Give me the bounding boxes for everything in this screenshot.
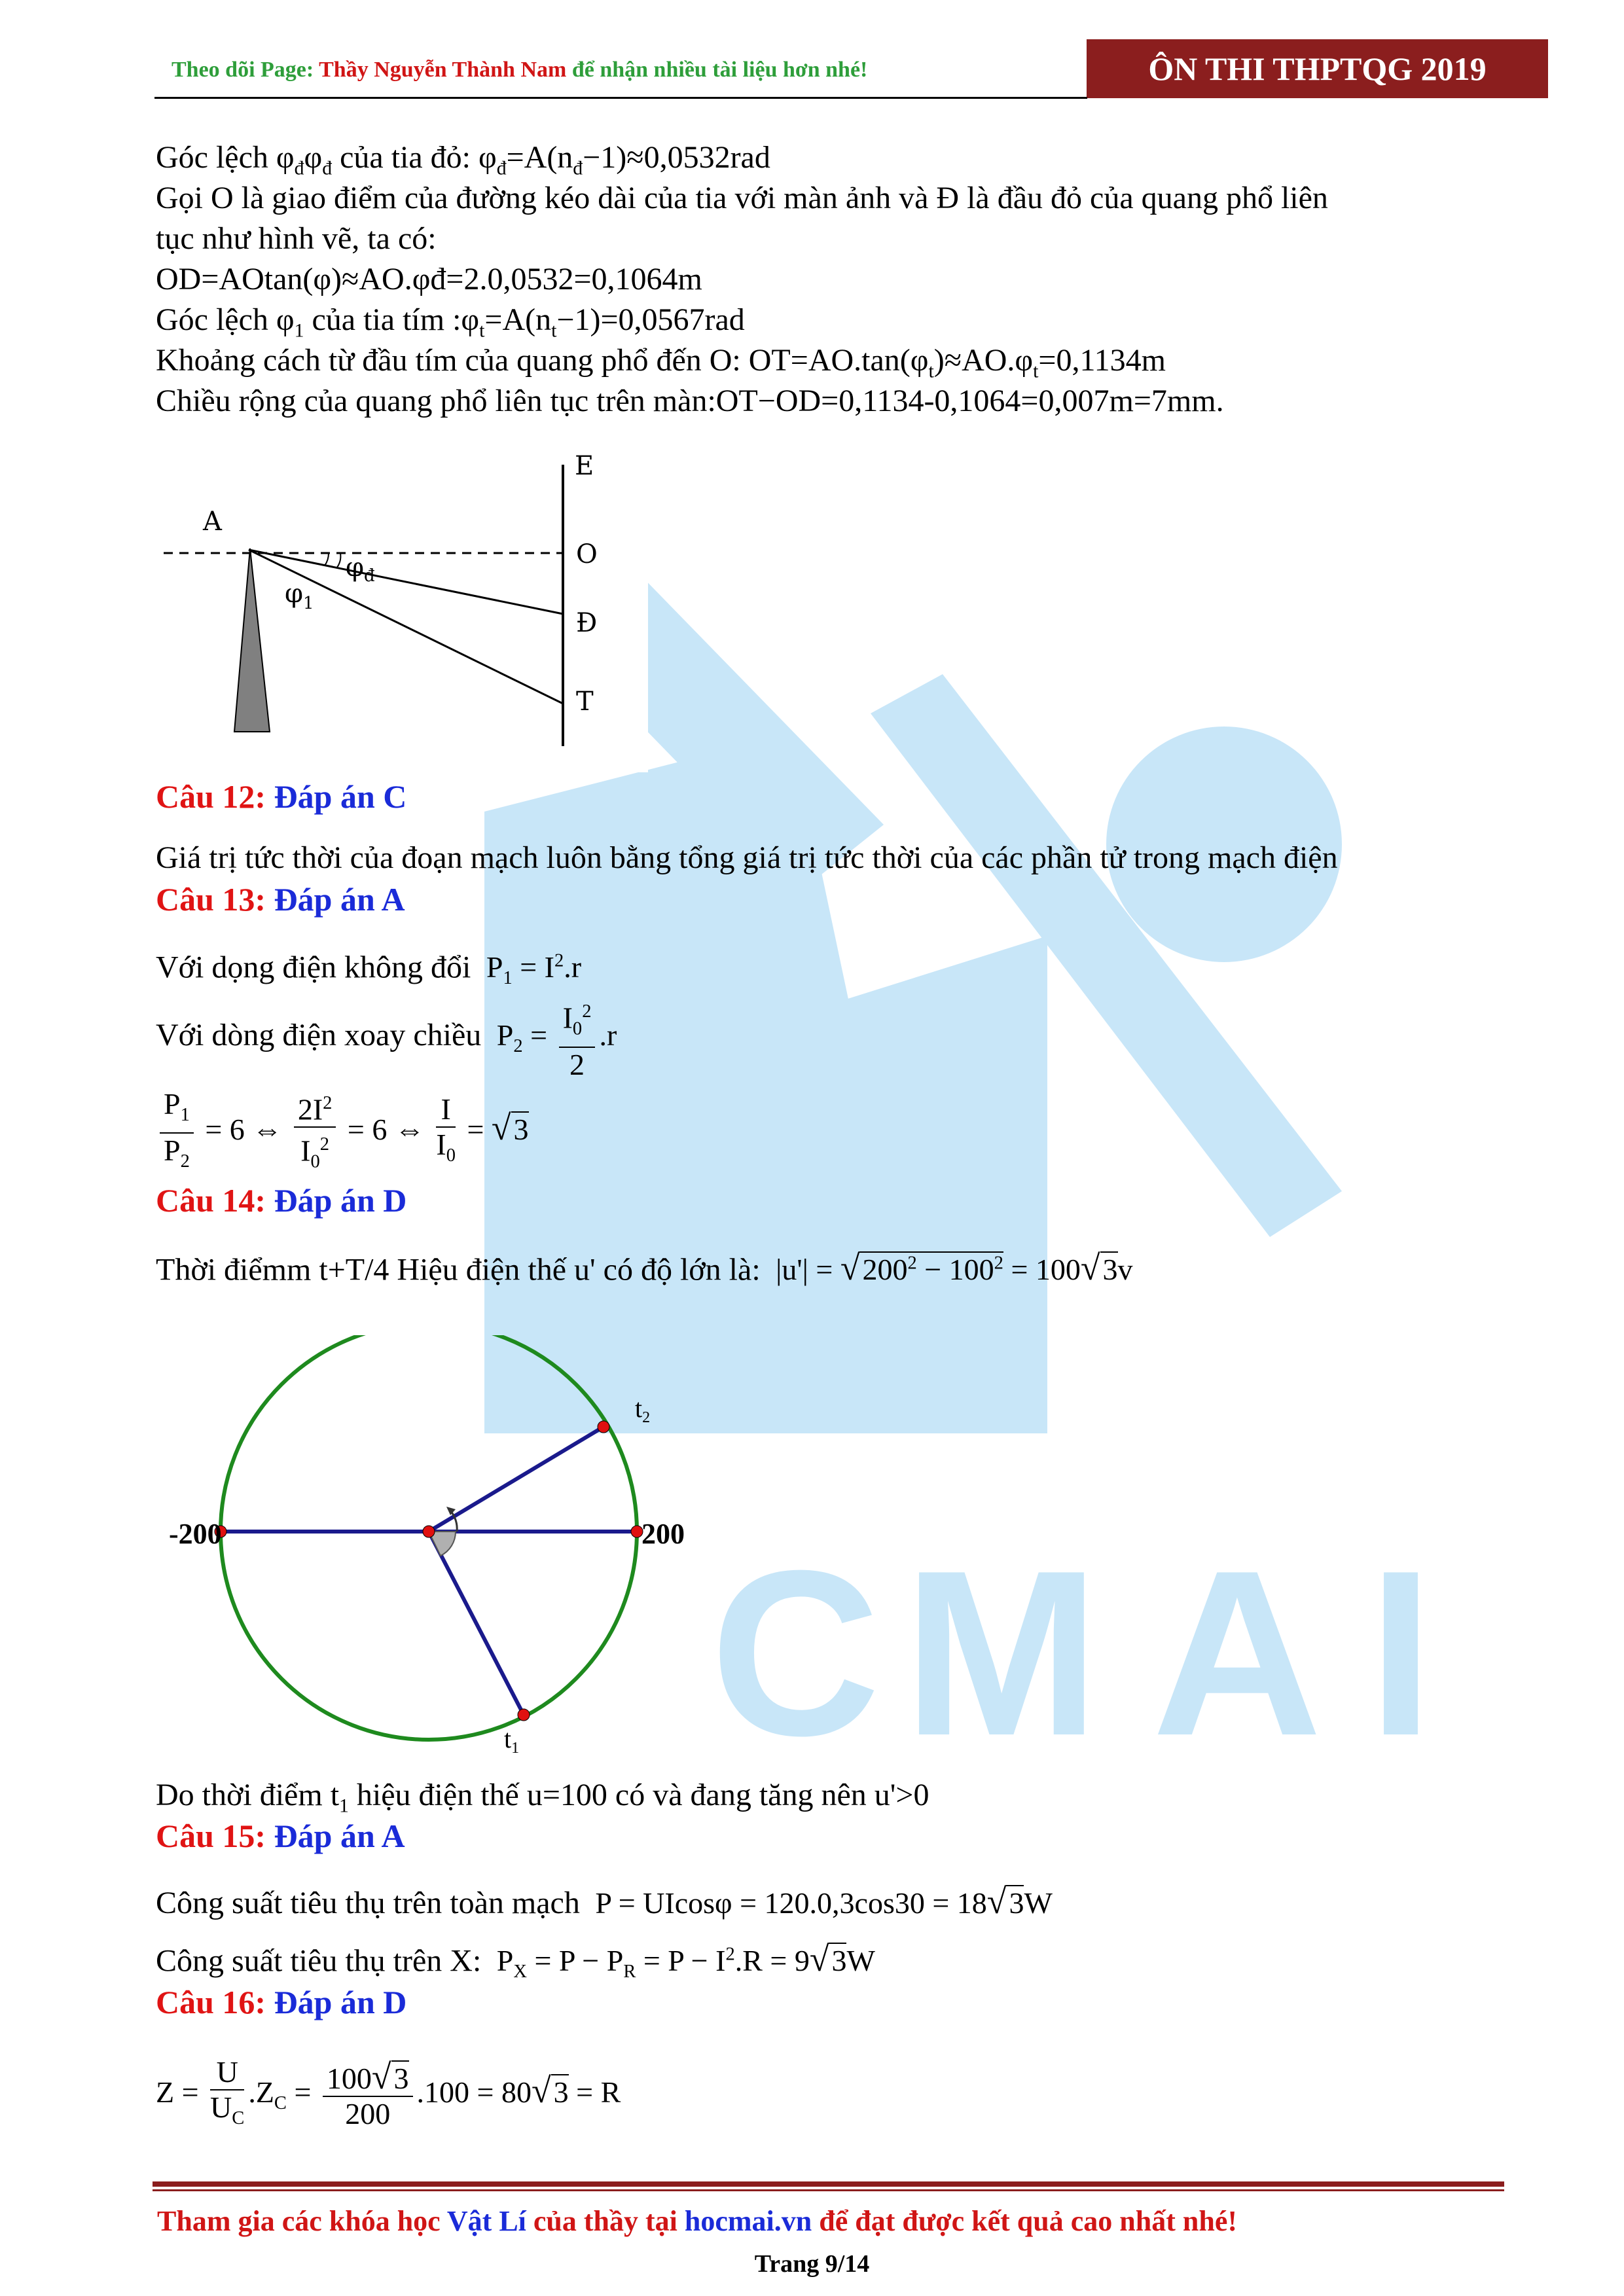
watermark-letter-m: M (903, 1522, 1100, 1785)
q12-text: Giá trị tức thời của đoạn mạch luôn bằng tổng giá trị tức thời của các phần tử trong mạch điện (156, 840, 1338, 875)
sol-line-6: Khoảng cách từ đầu tím của quang phổ đến O: $OT=AO.\tan(\varphi_t)\approx AO.\varphi_t=0,1134m$ (156, 343, 1166, 382)
watermark-letter-i: I (1368, 1522, 1434, 1785)
q16-heading: Câu 16: Đáp án D (156, 1984, 407, 2020)
sol-line-7: Chiều rộng của quang phổ liên tục trên màn:OT−OD=0,1134-0,1064=0,007m=7mm. (156, 384, 1224, 418)
q13-line-3: $\frac{P_1}{P_2}$ = 6 ⇔ $\frac{2I^2}{I_0^2}$ = 6 ⇔ $\frac{I}{I_0}$ = √3 (156, 1086, 529, 1179)
point-t1 (518, 1709, 530, 1721)
sol-line-4: OD=AOtan(φ)≈AO.φđ=2.0,0532=0,1064m (156, 262, 702, 296)
header-badge: ÔN THI THPTQG 2019 (1087, 39, 1548, 98)
page-number: Trang 9/14 (754, 2250, 870, 2278)
center-point (423, 1526, 435, 1537)
label-t2: $t_2$ (635, 1393, 651, 1426)
prism-diagram (151, 445, 648, 772)
watermark-letter-a: A (1152, 1522, 1322, 1785)
label-O: O (576, 539, 598, 569)
footer-rule-thick (153, 2181, 1504, 2187)
label-phi-d: $\varphi_đ$ (346, 552, 375, 586)
q13-line-2: Với dòng điện xoay chiều $P_2$ = $\frac{I_0^2}{2}$ .r (156, 995, 617, 1082)
label-A: A (203, 507, 222, 537)
label-t1: $t_1$ (504, 1724, 520, 1757)
q13-heading: Câu 13: Đáp án A (156, 881, 405, 918)
teacher-name[interactable]: Thầy Nguyễn Thành Nam (319, 58, 567, 82)
footer-promo: Tham gia các khóa học Vật Lí của thầy tại hocmai.vn để đạt được kết quả cao nhất nhé! (157, 2205, 1237, 2237)
label-phi-1: $\varphi_1$ (285, 579, 314, 613)
q13-line-1: Với dọng điện không đổi $P_1 = I^2.r$ (156, 950, 582, 989)
label-minus-200: -200 (169, 1518, 222, 1550)
label-E: E (575, 451, 594, 481)
sol-line-2: Gọi O là giao điểm của đường kéo dài của tia với màn ảnh và Đ là đầu đỏ của quang phổ liên (156, 181, 1328, 215)
header-follow-text: Theo dõi Page: Thầy Nguyễn Thành Nam để nhận nhiều tài liệu hơn nhé! (171, 58, 868, 82)
q14-heading: Câu 14: Đáp án D (156, 1182, 407, 1219)
point-t2 (598, 1421, 609, 1433)
label-D: Đ (576, 608, 598, 638)
label-200: 200 (641, 1518, 685, 1550)
footer-link[interactable]: hocmai.vn (684, 2205, 812, 2237)
sol-line-5: Góc lệch $\varphi_1$ của tia tím $:\varphi_t=A(n_t-1)=0,0567rad$ (156, 302, 745, 342)
header-divider (154, 97, 1087, 99)
q15-line-2: Công suất tiêu thụ trên X: $P_X = P - P_R = P - I^2.R = 9√3W$ (156, 1939, 875, 1982)
phase-circle-diagram (151, 1335, 740, 1767)
q14-line-2: Do thời điểm $t_1$ hiệu điện thế u=100 có và đang tăng nên u'>0 (156, 1778, 929, 1817)
label-T: T (576, 687, 594, 717)
footer-rule-thin (153, 2189, 1504, 2191)
q12-heading: Câu 12: Đáp án C (156, 778, 407, 815)
radius-t1 (429, 1532, 524, 1715)
q15-line-1: Công suất tiêu thụ trên toàn mạch P = UIcosφ = 120.0,3cos30 = 18√3W (156, 1882, 1053, 1921)
sol-line-1: Góc lệch $\varphi_đ\varphi_đ$ của tia đỏ: $\varphi_đ=A(n_đ-1)\approx 0,0532rad$ (156, 140, 770, 179)
watermark-letter-c: C (710, 1522, 880, 1785)
sol-line-3: tục như hình vẽ, ta có: (156, 221, 437, 256)
q16-formula: Z = $\frac{U}{U_C}$ $.Z_C$ = $\frac{100√3}{200}$ .100 = 80√3 = R (156, 2055, 621, 2131)
q15-heading: Câu 15: Đáp án A (156, 1818, 405, 1854)
q14-line-1: Thời điểmm t+T/4 Hiệu điện thế u' có độ lớn là: $|u'| = √200^2 - 100^2 = 100√3v$ (156, 1248, 1133, 1288)
